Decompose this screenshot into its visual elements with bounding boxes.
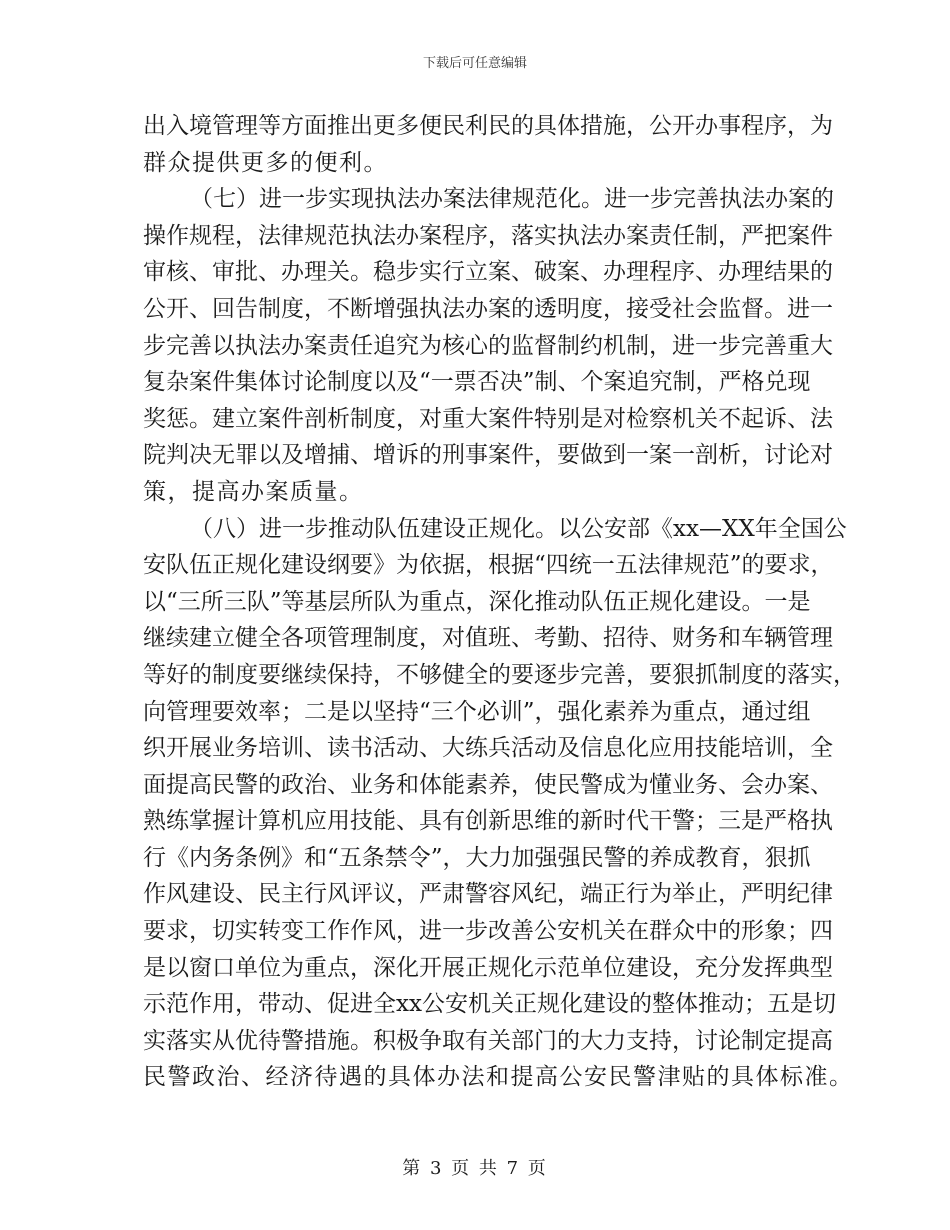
- body-line: 行《内务条例》和“五条禁令”，大力加强强民警的养成教育，狠抓: [143, 844, 811, 871]
- body-line: 民警政治、经济待遇的具体办法和提高公安民警津贴的具体标准。: [143, 1064, 854, 1091]
- paragraph-heading-7: （七）进一步实现执法办案法律规范化。进一步完善执法办案的: [190, 186, 834, 213]
- body-line: 实落实从优待警措施。积极争取有关部门的大力支持，讨论制定提高: [143, 1027, 833, 1054]
- body-line: 面提高民警的政治、业务和体能素养，使民警成为懂业务、会办案、: [143, 771, 833, 798]
- body-line: 继续建立健全各项管理制度，对值班、考勤、招待、财务和车辆管理: [143, 625, 833, 652]
- body-line: 向管理要效率；二是以坚持“三个必训”，强化素养为重点，通过组: [143, 698, 811, 725]
- body-line: 作风建设、民主行风评议，严肃警容风纪，端正行为举止，严明纪律: [143, 881, 833, 908]
- body-line: 院判决无罪以及增捕、增诉的刑事案件，要做到一案一剖析，讨论对: [143, 442, 833, 469]
- paragraph-heading-8: （八）进一步推动队伍建设正规化。以公安部《xx—XX年全国公: [190, 515, 847, 542]
- body-line: 织开展业务培训、读书活动、大练兵活动及信息化应用技能培训，全: [143, 735, 833, 762]
- body-line: 是以窗口单位为重点，深化开展正规化示范单位建设，充分发挥典型: [143, 954, 833, 981]
- body-line: 复杂案件集体讨论制度以及“一票否决”制、个案追究制，严格兑现: [143, 369, 811, 396]
- body-line: 要求，切实转变工作作风，进一步改善公安机关在群众中的形象；四: [143, 918, 833, 945]
- document-body: [143, 108, 856, 1096]
- body-line: 审核、审批、办理关。稳步实行立案、破案、办理程序、办理结果的: [143, 259, 833, 286]
- body-line: 步完善以执法办案责任追究为核心的监督制约机制，进一步完善重大: [143, 332, 833, 359]
- page-header: 下载后可任意编辑: [422, 56, 527, 71]
- body-line: 示范作用，带动、促进全xx公安机关正规化建设的整体推动；五是切: [143, 991, 836, 1018]
- body-line: 安队伍正规化建设纲要》为依据，根据“四统一五法律规范”的要求，: [143, 552, 834, 579]
- page-number: 第 3 页 共 7 页: [402, 1158, 548, 1179]
- body-line: 熟练掌握计算机应用技能、具有创新思维的新时代干警；三是严格执: [143, 808, 833, 835]
- body-line: 公开、回告制度，不断增强执法办案的透明度，接受社会监督。进一: [143, 295, 833, 322]
- body-line: 出入境管理等方面推出更多便民利民的具体措施，公开办事程序，为: [143, 113, 833, 139]
- body-line: 等好的制度要继续保持，不够健全的要逐步完善，要狠抓制度的落实，: [143, 661, 856, 688]
- body-line: 策，提高办案质量。: [143, 478, 364, 505]
- body-line: 群众提供更多的便利。: [143, 149, 388, 176]
- body-line: 奖惩。建立案件剖析制度，对重大案件特别是对检察机关不起诉、法: [143, 405, 833, 432]
- body-line: 操作规程，法律规范执法办案程序，落实执法办案责任制，严把案件: [143, 222, 833, 249]
- body-line: 以“三所三队”等基层所队为重点，深化推动队伍正规化建设。一是: [143, 588, 811, 615]
